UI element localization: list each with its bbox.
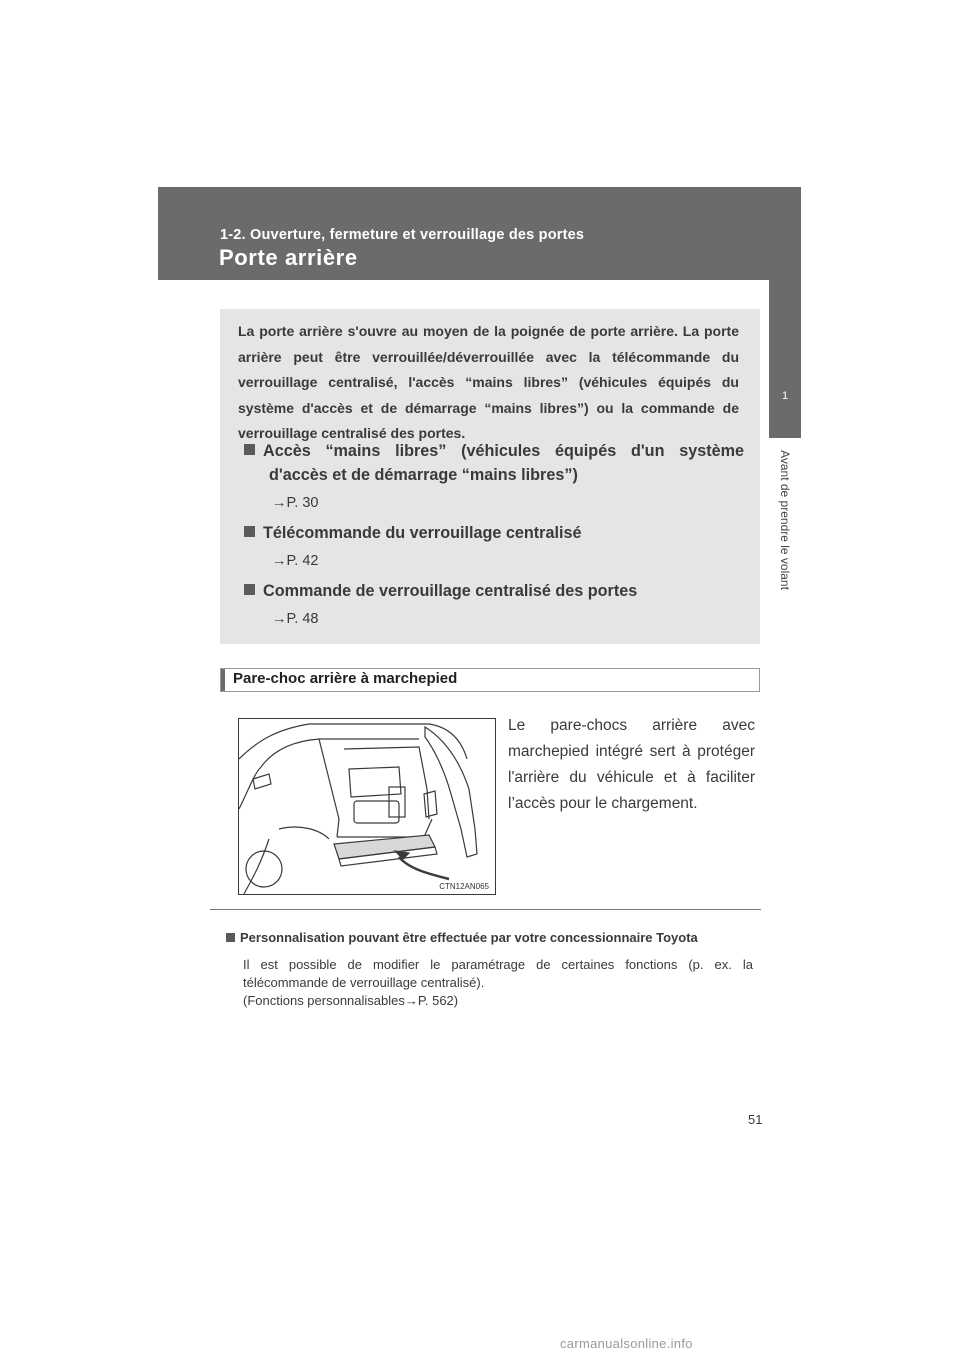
rear-car-drawing bbox=[239, 719, 495, 894]
square-bullet-icon bbox=[226, 933, 235, 942]
list-item bbox=[244, 579, 744, 627]
square-bullet-icon bbox=[244, 444, 255, 455]
item-heading: Commande de verrouillage centralisé des portes bbox=[244, 579, 744, 603]
bumper-illustration bbox=[238, 718, 496, 895]
note-block bbox=[226, 928, 753, 1010]
subsection-title: Pare-choc arrière à marchepied bbox=[233, 670, 458, 687]
section-title: 1-2. Ouverture, fermeture et verrouillage des portes bbox=[220, 227, 585, 243]
divider bbox=[210, 909, 761, 910]
heading-accent bbox=[221, 669, 225, 691]
item-heading: Accès “mains libres” (véhicules équipés d'un système d'accès et de démarrage “mains libres”) bbox=[244, 439, 744, 487]
page-reference: →P. 48 bbox=[272, 611, 319, 627]
page-title: Porte arrière bbox=[219, 245, 358, 270]
figure-code: CTN12AN065 bbox=[439, 882, 489, 891]
page-reference: →P. 42 bbox=[272, 553, 319, 569]
note-line: Il est possible de modifier le paramétrage de certaines fonctions (p. ex. la télécommande de verrouillage centralisé). bbox=[243, 957, 753, 990]
intro-text: La porte arrière s'ouvre au moyen de la poignée de porte arrière. La porte arrière peut être verrouillée/déverrouillée avec la télécommande du verrouillage centralisé, l'accès “mains libres” (véhicules équipés du système d'accès et de démarrage “mains libres”) ou la commande de verrouillage centralisé des portes. bbox=[238, 323, 739, 441]
chapter-number: 1 bbox=[781, 390, 789, 402]
note-body bbox=[226, 956, 753, 1010]
item-heading: Télécommande du verrouillage centralisé bbox=[244, 521, 744, 545]
square-bullet-icon bbox=[244, 526, 255, 537]
subsection-heading bbox=[220, 668, 760, 692]
intro-box bbox=[220, 309, 760, 644]
bumper-description: Le pare-chocs arrière avec marchepied intégré sert à protéger l'arrière du véhicule et à faciliter l’accès pour le chargement. bbox=[508, 717, 755, 812]
note-heading: Personnalisation pouvant être effectuée par votre concessionnaire Toyota bbox=[226, 928, 753, 947]
square-bullet-icon bbox=[244, 584, 255, 595]
chapter-header bbox=[158, 187, 801, 280]
list-item bbox=[244, 521, 744, 569]
note-line: (Fonctions personnalisables→P. 562) bbox=[243, 993, 459, 1008]
page-reference: →P. 30 bbox=[272, 495, 319, 511]
page-number: 51 bbox=[748, 1112, 763, 1127]
chapter-label: Avant de prendre le volant bbox=[778, 450, 792, 590]
watermark: carmanualsonline.info bbox=[560, 1336, 693, 1351]
list-item bbox=[244, 439, 744, 511]
